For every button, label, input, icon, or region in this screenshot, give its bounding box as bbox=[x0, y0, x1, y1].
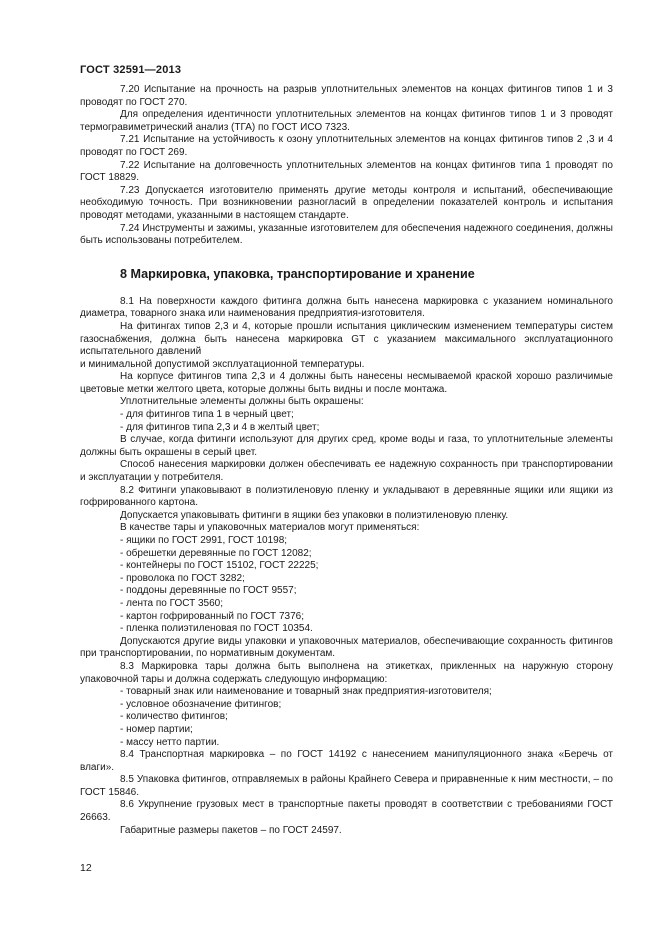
list-item: - лента по ГОСТ 3560; bbox=[120, 597, 224, 609]
paragraph-other-media: В случае, когда фитинги используют для других сред, кроме воды и газа, то уплотнительные элементы должны быть окрашены в серый цвет. bbox=[80, 434, 613, 458]
paragraph-8-1: 8.1 На поверхности каждого фитинга должна быть нанесена маркировка с указанием номинального диаметра, товарного знака или наименования предприятия-изготовителя. bbox=[80, 295, 613, 320]
paragraph-gt-marking-cont: и минимальной допустимой эксплуатационной температуры. bbox=[80, 358, 365, 370]
paragraph-7-20: 7.20 Испытание на прочность на разрыв уплотнительных элементов на концах фитингов типов 1 и 3 проводят по ГОСТ 270. bbox=[80, 84, 613, 108]
list-item: - для фитингов типа 1 в черный цвет; bbox=[120, 409, 294, 421]
paragraph-packaging-intro: В качестве тары и упаковочных материалов могут применяться: bbox=[120, 522, 420, 534]
list-item: - обрешетки деревянные по ГОСТ 12082; bbox=[120, 547, 312, 559]
list-item: - для фитингов типа 2,3 и 4 в желтый цвет; bbox=[120, 421, 320, 433]
paragraph-other-packaging: Допускаются другие виды упаковки и упаковочных материалов, обеспечивающие сохранность фитингов при транспортировании, по нормативным документам. bbox=[80, 635, 613, 660]
document-header: ГОСТ 32591—2013 bbox=[80, 64, 182, 76]
paragraph-7-20-tga: Для определения идентичности уплотнительных элементов на концах фитингов типов 1 и 3 проводят термогравиметрический анализ (ТГА) по ГОСТ ИСО 7323. bbox=[80, 109, 613, 133]
list-item: - ящики по ГОСТ 2991, ГОСТ 10198; bbox=[120, 535, 288, 546]
document-body bbox=[80, 84, 613, 837]
list-item: - пленка полиэтиленовая по ГОСТ 10354. bbox=[120, 623, 313, 635]
paragraph-color-marks: На корпусе фитингов типа 2,3 и 4 должны быть нанесены несмываемой краской хорошо различимые цветовые метки желтого цвета, которые должны быть видны и после монтажа. bbox=[80, 371, 613, 395]
list-item: - контейнеры по ГОСТ 15102, ГОСТ 22225; bbox=[120, 560, 319, 572]
paragraph-8-5: 8.5 Упаковка фитингов, отправляемых в районы Крайнего Севера и приравненные к ним местности, – по ГОСТ 15846. bbox=[80, 774, 613, 798]
paragraph-8-2: 8.2 Фитинги упаковывают в полиэтиленовую пленку и укладывают в деревянные ящики или ящики из гофрированного картона. bbox=[80, 484, 613, 509]
paragraph-7-24: 7.24 Инструменты и зажимы, указанные изготовителем для обеспечения надежного соединения, должны быть использованы потребителем. bbox=[80, 222, 613, 247]
list-item: - номер партии; bbox=[120, 723, 193, 735]
page-number: 12 bbox=[80, 862, 92, 874]
paragraph-8-4: 8.4 Транспортная маркировка – по ГОСТ 14192 с нанесением манипуляционного знака «Беречь от влаги». bbox=[80, 749, 613, 773]
paragraph-gt-marking: На фитингах типов 2,3 и 4, которые прошли испытания циклическим изменением температуры систем газоснабжения, должна быть нанесена маркировка GT с указанием максимального эксплуатационного испытательного давлений bbox=[80, 320, 613, 358]
paragraph-seal-colors: Уплотнительные элементы должны быть окрашены: bbox=[120, 396, 364, 408]
list-item: - товарный знак или наименование и товарный знак предприятия-изготовителя; bbox=[120, 686, 492, 698]
paragraph-7-23: 7.23 Допускается изготовителю применять другие методы контроля и испытаний, обеспечивающие необходимую точность. При возникновении разногласий в определении показателей контроль и испытания проводят методами, указанными в настоящем стандарте. bbox=[80, 184, 613, 221]
list-item: - массу нетто партии. bbox=[120, 736, 220, 748]
list-item: - проволока по ГОСТ 3282; bbox=[120, 572, 245, 584]
paragraph-no-film: Допускается упаковывать фитинги в ящики без упаковки в полиэтиленовую пленку. bbox=[120, 509, 509, 521]
paragraph-7-22: 7.22 Испытание на долговечность уплотнительных элементов на концах фитингов типа 1 проводят по ГОСТ 18829. bbox=[80, 159, 613, 184]
paragraph-8-6: 8.6 Укрупнение грузовых мест в транспортные пакеты проводят в соответствии с требованиями ГОСТ 26663. bbox=[80, 799, 613, 824]
list-item: - условное обозначение фитингов; bbox=[120, 698, 282, 710]
list-item: - поддоны деревянные по ГОСТ 9557; bbox=[120, 585, 297, 597]
list-item: - количество фитингов; bbox=[120, 711, 228, 723]
section-8-title: 8 Маркировка, упаковка, транспортирование и хранение bbox=[120, 266, 475, 281]
paragraph-7-21: 7.21 Испытание на устойчивость к озону уплотнительных элементов на концах фитингов типов 2 ,3 и 4 проводят по ГОСТ 269. bbox=[80, 134, 613, 158]
paragraph-8-3: 8.3 Маркировка тары должна быть выполнена на этикетках, прикленных на наружную сторону упаковочной тары и должна содержать следующую информацию: bbox=[80, 660, 613, 685]
list-item: - картон гофрированный по ГОСТ 7376; bbox=[120, 610, 304, 622]
paragraph-package-dimensions: Габаритные размеры пакетов – по ГОСТ 24597. bbox=[120, 824, 342, 836]
paragraph-marking-method: Способ нанесения маркировки должен обеспечивать ее надежную сохранность при транспортировании и эксплуатации у потребителя. bbox=[80, 459, 613, 484]
